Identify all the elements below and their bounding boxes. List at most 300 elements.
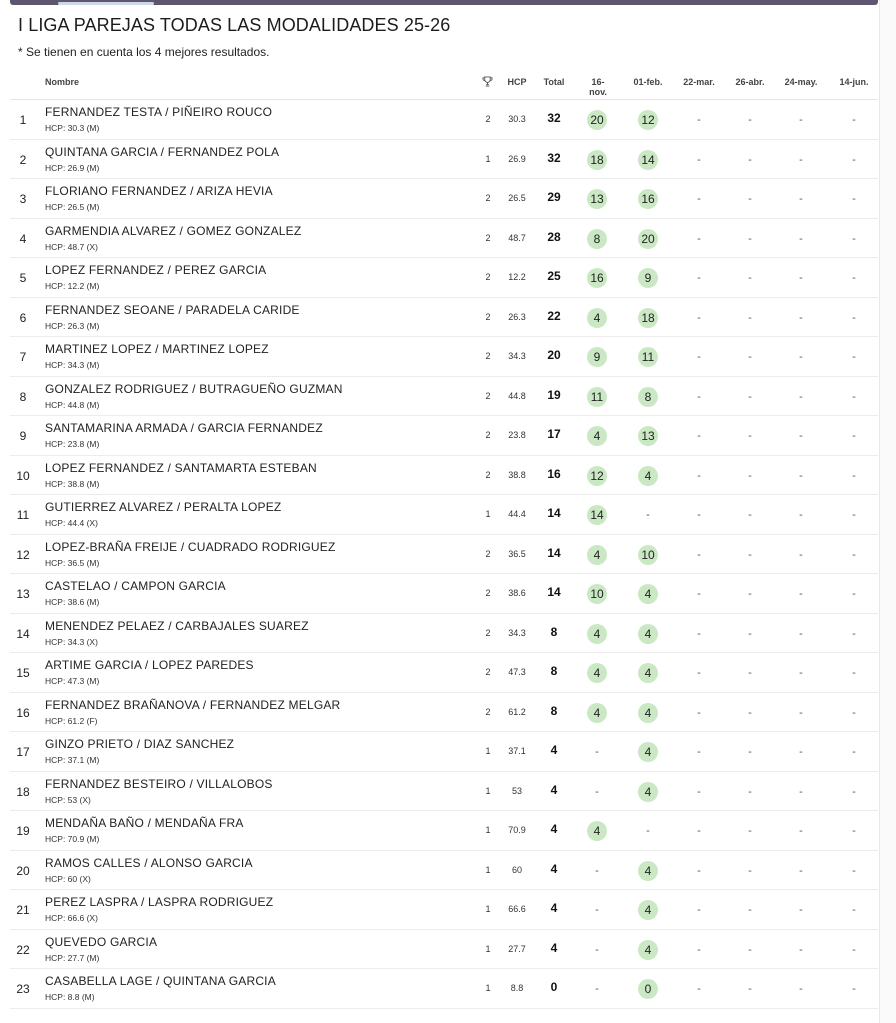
no-score: - [852, 232, 856, 245]
no-score: - [748, 706, 752, 719]
pair-name: MARTINEZ LOPEZ / MARTINEZ LOPEZ [45, 342, 269, 356]
no-score: - [748, 311, 752, 324]
round-cell [583, 189, 611, 209]
pair-hcp-label: HCP: 37.1 (M) [45, 755, 100, 765]
round-cell [634, 584, 662, 604]
no-score: - [799, 785, 803, 798]
no-score: - [595, 785, 599, 798]
hcp-value: 70.9 [508, 825, 526, 835]
pair-name: SANTAMARINA ARMADA / GARCIA FERNANDEZ [45, 421, 323, 435]
round-cell [840, 110, 868, 130]
hcp-value: 36.5 [508, 548, 526, 559]
table-row[interactable] [10, 890, 878, 930]
round-cell [685, 782, 713, 802]
hcp-value: 26.3 [508, 311, 526, 322]
round-cell [840, 347, 868, 367]
pair-hcp-label: HCP: 66.6 (X) [45, 913, 98, 923]
round-cell [685, 624, 713, 644]
played-count: 2 [485, 311, 491, 322]
table-row[interactable] [10, 693, 878, 733]
score-badge: 4 [638, 861, 658, 881]
no-score: - [799, 667, 803, 679]
round-cell [840, 189, 868, 209]
hcp-value: 44.8 [508, 390, 526, 401]
round-cell [787, 900, 815, 920]
table-row[interactable] [10, 811, 878, 851]
no-score: - [799, 983, 803, 995]
score-badge: 4 [587, 821, 607, 841]
rank: 3 [19, 192, 27, 206]
round-cell [583, 861, 611, 881]
no-score: - [748, 588, 752, 600]
hcp-value: 47.3 [508, 667, 526, 677]
round-cell [787, 663, 815, 683]
no-score: - [697, 825, 701, 837]
round-cell [787, 505, 815, 525]
no-score: - [852, 272, 856, 284]
no-score: - [748, 469, 752, 482]
no-score: - [748, 627, 752, 640]
hcp-value: 60 [511, 864, 522, 875]
table-row[interactable] [10, 179, 878, 219]
round-cell [787, 742, 815, 762]
round-cell [583, 268, 611, 288]
no-score: - [852, 825, 856, 837]
played-count: 2 [485, 548, 491, 559]
no-score: - [697, 153, 701, 166]
table-row[interactable] [10, 219, 878, 259]
rank: 18 [16, 784, 30, 799]
rank: 23 [16, 982, 30, 996]
round-cell [736, 861, 764, 881]
score-badge: 11 [638, 347, 658, 367]
no-score: - [748, 746, 752, 758]
round-cell [840, 466, 868, 486]
round-cell [634, 900, 662, 920]
trophy-icon[interactable] [482, 76, 493, 87]
round-cell [736, 505, 764, 525]
score-badge: 16 [638, 189, 658, 209]
round-cell [736, 150, 764, 170]
no-score: - [748, 430, 752, 442]
round-cell [736, 979, 764, 999]
pair-name: FERNANDEZ SEOANE / PARADELA CARIDE [45, 302, 300, 317]
round-cell [634, 979, 662, 999]
played-count: 2 [485, 706, 491, 717]
total-points: 32 [547, 150, 561, 165]
table-row[interactable] [10, 851, 878, 891]
score-badge: 4 [587, 426, 607, 446]
round-cell [685, 189, 713, 209]
score-badge: 4 [638, 624, 658, 644]
rank: 15 [16, 666, 30, 680]
round-cell [840, 663, 868, 683]
pair-name: MENENDEZ PELAEZ / CARBAJALES SUAREZ [45, 618, 309, 633]
round-cell [634, 742, 662, 762]
top-bar [10, 0, 878, 5]
pair-hcp-label: HCP: 26.9 (M) [45, 162, 100, 173]
round-cell [583, 940, 611, 960]
round-cell [840, 742, 868, 762]
header-round[interactable]: 26-abr. [735, 77, 765, 87]
no-score: - [697, 469, 701, 482]
played-count: 2 [485, 430, 491, 440]
no-score: - [748, 351, 752, 363]
score-badge: 18 [587, 150, 607, 170]
header-total[interactable]: Total [543, 77, 565, 87]
no-score: - [852, 430, 856, 442]
rank: 21 [16, 903, 30, 917]
table-row[interactable] [10, 614, 878, 654]
round-cell [840, 584, 868, 604]
score-badge: 20 [638, 229, 658, 249]
pair-name: LOPEZ FERNANDEZ / SANTAMARTA ESTEBAN [45, 460, 317, 475]
round-cell [583, 663, 611, 683]
total-points: 14 [547, 585, 561, 599]
pair-hcp-label: HCP: 30.3 (M) [45, 123, 100, 133]
round-cell [840, 703, 868, 723]
played-count: 1 [485, 509, 491, 519]
pair-name: FLORIANO FERNANDEZ / ARIZA HEVIA [45, 184, 273, 198]
score-badge: 12 [638, 110, 658, 130]
round-cell [736, 466, 764, 486]
round-cell [583, 150, 611, 170]
round-cell [685, 861, 713, 881]
round-cell [787, 466, 815, 486]
no-score: - [852, 627, 856, 640]
total-points: 4 [550, 743, 558, 757]
no-score: - [748, 983, 752, 995]
no-score: - [697, 232, 701, 245]
round-cell [787, 979, 815, 999]
no-score: - [697, 588, 701, 600]
page-title: I LIGA PAREJAS TODAS LAS MODALIDADES 25-26 [18, 15, 451, 35]
total-points: 22 [547, 308, 561, 323]
round-cell [736, 387, 764, 407]
pair-hcp-label: HCP: 44.8 (M) [45, 399, 100, 410]
rank: 10 [16, 468, 30, 483]
no-score: - [595, 746, 599, 758]
round-cell [634, 347, 662, 367]
hcp-value: 38.8 [508, 469, 526, 480]
table-row[interactable] [10, 535, 878, 575]
pair-hcp-label: HCP: 53 (X) [45, 794, 91, 805]
played-count: 2 [485, 627, 491, 638]
score-badge: 4 [638, 742, 658, 762]
round-cell [583, 782, 611, 802]
played-count: 1 [485, 825, 491, 835]
no-score: - [852, 706, 856, 719]
round-cell [634, 861, 662, 881]
hcp-value: 37.1 [508, 746, 526, 756]
no-score: - [852, 548, 856, 561]
round-cell [685, 663, 713, 683]
table-row[interactable] [10, 732, 878, 772]
round-cell [583, 347, 611, 367]
rank: 16 [16, 705, 30, 720]
pair-name: GINZO PRIETO / DIAZ SANCHEZ [45, 737, 235, 751]
rank: 4 [19, 231, 27, 246]
pair-name: PEREZ LASPRA / LASPRA RODRIGUEZ [45, 895, 274, 909]
played-count: 2 [485, 232, 491, 243]
total-points: 28 [547, 229, 561, 244]
round-cell [583, 505, 611, 525]
round-cell [685, 940, 713, 960]
round-cell [685, 110, 713, 130]
total-points: 0 [550, 980, 558, 994]
total-points: 8 [550, 703, 558, 718]
total-points: 32 [547, 111, 561, 125]
round-cell [840, 782, 868, 802]
no-score: - [852, 864, 856, 877]
no-score: - [799, 627, 803, 640]
played-count: 1 [485, 746, 491, 756]
total-points: 8 [550, 624, 558, 639]
round-cell [634, 505, 662, 525]
round-cell [736, 821, 764, 841]
round-cell [634, 110, 662, 130]
score-badge: 4 [638, 466, 658, 486]
round-cell [787, 110, 815, 130]
hcp-value: 26.5 [508, 193, 526, 203]
round-cell [736, 782, 764, 802]
hcp-value: 27.7 [508, 943, 526, 954]
pair-hcp-label: HCP: 8.8 (M) [45, 992, 95, 1002]
no-score: - [748, 193, 752, 205]
round-cell [840, 821, 868, 841]
total-points: 14 [547, 545, 561, 560]
no-score: - [748, 509, 752, 521]
hcp-value: 30.3 [508, 114, 526, 124]
round-cell [736, 900, 764, 920]
rank: 13 [16, 587, 30, 601]
round-cell [583, 821, 611, 841]
round-cell [787, 387, 815, 407]
header-round[interactable]: 01-feb. [633, 77, 663, 87]
round-cell [736, 584, 764, 604]
pair-name: FERNANDEZ BESTEIRO / VILLALOBOS [45, 776, 273, 791]
table-row[interactable] [10, 258, 878, 298]
played-count: 2 [485, 667, 491, 677]
score-badge: 9 [587, 347, 607, 367]
pair-name: CASABELLA LAGE / QUINTANA GARCIA [45, 974, 276, 988]
no-score: - [852, 509, 856, 521]
no-score: - [852, 943, 856, 956]
round-cell [736, 189, 764, 209]
score-badge: 4 [587, 545, 607, 565]
played-count: 1 [485, 904, 491, 914]
round-cell [685, 387, 713, 407]
pair-hcp-label: HCP: 36.5 (M) [45, 557, 100, 568]
no-score: - [697, 390, 701, 403]
no-score: - [748, 232, 752, 245]
no-score: - [799, 390, 803, 403]
no-score: - [799, 469, 803, 482]
round-cell [685, 584, 713, 604]
header-round[interactable]: 16-nov. [589, 77, 607, 97]
table-row[interactable] [10, 298, 878, 338]
pair-name: FERNANDEZ BRAÑANOVA / FERNANDEZ MELGAR [45, 697, 341, 712]
rank: 1 [19, 113, 27, 127]
table-row[interactable] [10, 574, 878, 614]
round-cell [685, 308, 713, 328]
round-cell [583, 584, 611, 604]
round-cell [736, 308, 764, 328]
no-score: - [852, 153, 856, 166]
rank: 11 [16, 508, 30, 522]
round-cell [787, 150, 815, 170]
round-cell [787, 782, 815, 802]
total-points: 19 [547, 387, 561, 402]
no-score: - [748, 114, 752, 126]
table-row[interactable] [10, 969, 878, 1009]
round-cell [634, 466, 662, 486]
table-row[interactable] [10, 100, 878, 140]
no-score: - [852, 785, 856, 798]
score-badge: 14 [587, 505, 607, 525]
round-cell [736, 545, 764, 565]
table-row[interactable] [10, 653, 878, 693]
score-badge: 4 [638, 900, 658, 920]
hcp-value: 44.4 [508, 509, 526, 519]
pair-hcp-label: HCP: 34.3 (X) [45, 636, 98, 647]
round-cell [634, 268, 662, 288]
played-count: 2 [485, 114, 491, 124]
played-count: 2 [485, 351, 491, 361]
no-score: - [697, 746, 701, 758]
round-cell [787, 821, 815, 841]
hcp-value: 23.8 [508, 430, 526, 440]
pair-name: QUEVEDO GARCIA [45, 934, 158, 949]
round-cell [685, 821, 713, 841]
active-tab-indicator[interactable] [58, 2, 154, 5]
table-row[interactable] [10, 456, 878, 496]
rank: 7 [19, 350, 27, 364]
score-badge: 13 [638, 426, 658, 446]
header-hcp[interactable]: HCP [507, 77, 527, 87]
round-cell [736, 742, 764, 762]
score-badge: 0 [638, 979, 658, 999]
pair-hcp-label: HCP: 38.8 (M) [45, 478, 100, 489]
round-cell [787, 940, 815, 960]
round-cell [685, 268, 713, 288]
no-score: - [799, 509, 803, 521]
round-cell [634, 308, 662, 328]
table-row[interactable] [10, 930, 878, 970]
no-score: - [799, 706, 803, 719]
played-count: 1 [485, 153, 491, 164]
total-points: 16 [547, 466, 561, 481]
no-score: - [799, 232, 803, 245]
pair-hcp-label: HCP: 26.5 (M) [45, 202, 100, 212]
total-points: 17 [547, 427, 561, 441]
pair-name: LOPEZ FERNANDEZ / PEREZ GARCIA [45, 263, 267, 277]
played-count: 2 [485, 193, 491, 203]
round-cell [634, 624, 662, 644]
no-score: - [799, 904, 803, 916]
no-score: - [697, 430, 701, 442]
no-score: - [646, 509, 650, 521]
round-cell [634, 703, 662, 723]
table-row[interactable] [10, 416, 878, 456]
no-score: - [799, 153, 803, 166]
header-round[interactable]: 24-may. [784, 77, 818, 87]
hcp-value: 12.2 [508, 272, 526, 282]
table-row[interactable] [10, 337, 878, 377]
pair-name: RAMOS CALLES / ALONSO GARCIA [45, 855, 253, 870]
no-score: - [697, 509, 701, 521]
score-badge: 10 [638, 545, 658, 565]
table-row[interactable] [10, 772, 878, 812]
score-badge: 4 [587, 703, 607, 723]
round-cell [736, 110, 764, 130]
round-cell [583, 466, 611, 486]
round-cell [736, 940, 764, 960]
no-score: - [697, 706, 701, 719]
no-score: - [697, 864, 701, 877]
no-score: - [697, 351, 701, 363]
round-cell [685, 505, 713, 525]
scrollbar-track[interactable] [879, 0, 896, 1023]
table-row[interactable] [10, 495, 878, 535]
no-score: - [799, 746, 803, 758]
round-cell [634, 940, 662, 960]
total-points: 4 [550, 782, 558, 797]
no-score: - [697, 627, 701, 640]
score-badge: 16 [587, 268, 607, 288]
no-score: - [697, 943, 701, 956]
rank: 6 [19, 310, 27, 325]
no-score: - [799, 825, 803, 837]
header-name[interactable]: Nombre [45, 77, 80, 87]
round-cell [736, 624, 764, 644]
table-row[interactable] [10, 377, 878, 417]
hcp-value: 38.6 [508, 588, 526, 598]
round-cell [840, 268, 868, 288]
round-cell [634, 545, 662, 565]
round-cell [736, 229, 764, 249]
no-score: - [799, 943, 803, 956]
header-round[interactable]: 14-jun. [839, 77, 869, 87]
no-score: - [852, 390, 856, 403]
standings-table [10, 66, 878, 1009]
round-cell [685, 466, 713, 486]
no-score: - [748, 825, 752, 837]
round-cell [583, 229, 611, 249]
score-badge: 12 [587, 466, 607, 486]
no-score: - [799, 864, 803, 877]
round-cell [787, 308, 815, 328]
pair-hcp-label: HCP: 34.3 (M) [45, 360, 100, 370]
round-cell [840, 900, 868, 920]
no-score: - [799, 272, 803, 284]
total-points: 8 [550, 664, 558, 678]
round-cell [583, 308, 611, 328]
score-badge: 4 [638, 703, 658, 723]
pair-name: FERNANDEZ TESTA / PIÑEIRO ROUCO [45, 105, 273, 119]
total-points: 29 [547, 190, 561, 204]
rank: 22 [16, 942, 30, 957]
no-score: - [748, 785, 752, 798]
table-row[interactable] [10, 140, 878, 180]
score-badge: 4 [587, 308, 607, 328]
played-count: 2 [485, 390, 491, 401]
header-round[interactable]: 22-mar. [683, 77, 715, 87]
round-cell [685, 229, 713, 249]
no-score: - [697, 667, 701, 679]
no-score: - [595, 943, 599, 956]
no-score: - [697, 193, 701, 205]
